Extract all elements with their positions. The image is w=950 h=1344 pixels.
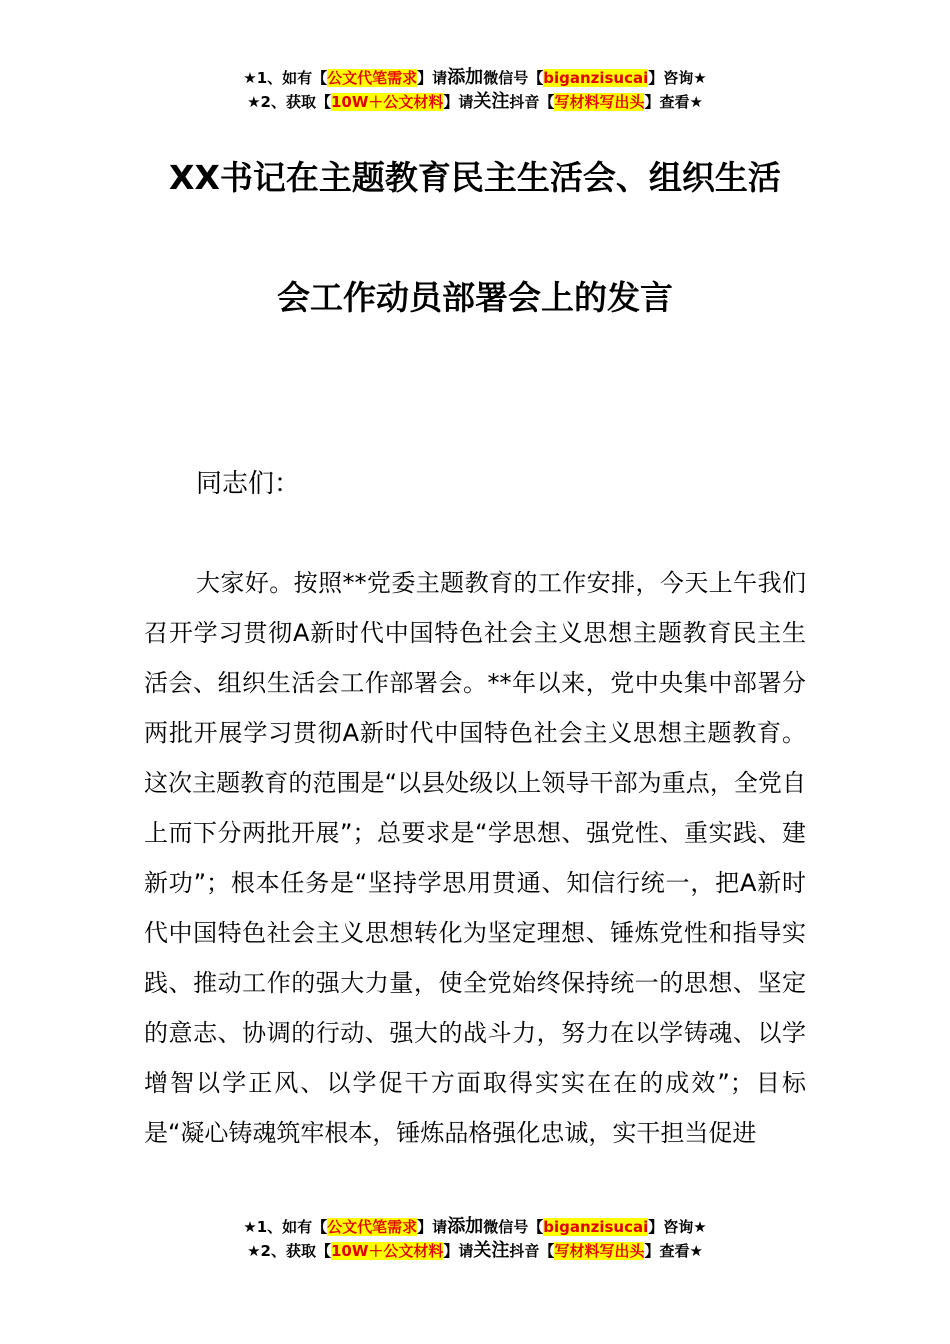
promo-highlight: 10W＋公文材料 <box>330 1242 444 1260</box>
promo-emphasis: 关注 <box>473 91 510 112</box>
promo-text: ★2、获取【 <box>247 1242 331 1260</box>
promo-line-1 <box>0 1215 950 1239</box>
header-promo-banner <box>0 66 950 114</box>
footer-promo-banner <box>0 1215 950 1263</box>
salutation: 同志们： <box>196 469 301 499</box>
promo-text: 】请 <box>417 1218 448 1236</box>
promo-text: 微信号【 <box>483 1218 544 1236</box>
promo-line-2 <box>0 1239 950 1263</box>
promo-highlight: 10W＋公文材料 <box>330 93 444 111</box>
promo-text: 】查看★ <box>644 1242 703 1260</box>
promo-line-2 <box>0 90 950 114</box>
promo-line-1 <box>0 66 950 90</box>
promo-text: ★2、获取【 <box>247 93 331 111</box>
promo-text: 】咨询★ <box>648 1218 707 1236</box>
promo-highlight: biganzisucai <box>543 1218 649 1236</box>
promo-highlight: 写材料写出头 <box>554 93 645 111</box>
promo-text: 抖音【 <box>509 93 555 111</box>
promo-text: 】查看★ <box>644 93 703 111</box>
promo-text: 】请 <box>443 93 474 111</box>
promo-text: 】咨询★ <box>648 69 707 87</box>
promo-text: 】请 <box>417 69 448 87</box>
promo-text: 微信号【 <box>483 69 544 87</box>
document-title-line-2: 会工作动员部署会上的发言 <box>277 278 673 317</box>
promo-emphasis: 关注 <box>473 1240 510 1261</box>
body-paragraph: 大家好。按照**党委主题教育的工作安排，今天上午我们召开学习贯彻A新时代中国特色社会主义思想主题教育民主生活会、组织生活会工作部署会。**年以来，党中央集中部署分两批开展学习贯彻A新时代中国特色社会主义思想主题教育。这次主题教育的范围是“以县处级以上领导干部为重点，全党自上而下分两批开展”；总要求是“学思想、强党性、重实践、建新功”；根本任务是“坚持学思用贯通、知信行统一，把A新时代中国特色社会主义思想转化为坚定理想、锤炼党性和指导实践、推动工作的强大力量，使全党始终保持统一的思想、坚定的意志、协调的行动、强大的战斗力，努力在以学铸魂、以学增智以学正风、以学促干方面取得实实在在的成效”；目标是“凝心铸魂筑牢根本，锤炼品格强化忠诚，实干担当促进 <box>144 569 806 1147</box>
promo-highlight: biganzisucai <box>543 69 649 87</box>
promo-highlight: 公文代笔需求 <box>327 1218 418 1236</box>
promo-emphasis: 添加 <box>447 1216 484 1237</box>
document-title-line-1: XX书记在主题教育民主生活会、组织生活 <box>169 158 781 197</box>
promo-highlight: 公文代笔需求 <box>327 69 418 87</box>
promo-emphasis: 添加 <box>447 67 484 88</box>
promo-highlight: 写材料写出头 <box>554 1242 645 1260</box>
promo-text: 抖音【 <box>509 1242 555 1260</box>
promo-text: 】请 <box>443 1242 474 1260</box>
promo-text: ★1、如有【 <box>243 1218 328 1236</box>
promo-text: ★1、如有【 <box>243 69 328 87</box>
